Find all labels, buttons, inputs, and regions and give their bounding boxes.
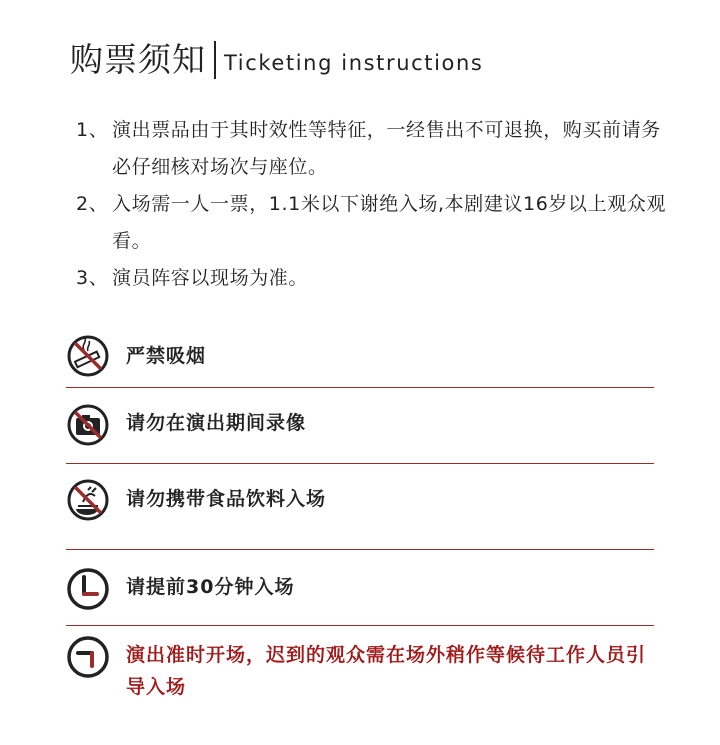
rule-text: 请勿携带食品饮料入场 <box>126 488 327 510</box>
rule-divider <box>66 549 654 550</box>
note-item <box>76 186 676 260</box>
clock-icon <box>66 567 110 611</box>
no-camera-icon <box>66 403 110 447</box>
rule-text: 严禁吸烟 <box>126 345 207 367</box>
page-title: 购票须知 <box>70 40 206 79</box>
rule-text: 请提前30分钟入场 <box>126 576 295 598</box>
clock-icon <box>66 635 110 679</box>
rule-text: 请勿在演出期间录像 <box>126 412 307 434</box>
note-text: 入场需一人一票，1.1米以下谢绝入场,本剧建议16岁以上观众观看。 <box>112 193 667 252</box>
note-text: 演员阵容以现场为准。 <box>112 267 309 289</box>
no-food-drink-icon <box>66 478 110 522</box>
rule-warning-text: 演出准时开场，迟到的观众需在场外稍作等候待工作人员引导入场 <box>126 644 647 698</box>
note-text: 演出票品由于其时效性等特征，一经售出不可退换，购买前请务必仔细核对场次与座位。 <box>112 119 661 178</box>
title-divider <box>214 41 216 79</box>
note-number: 3、 <box>76 267 109 289</box>
page-subtitle: Ticketing instructions <box>224 51 484 75</box>
note-number: 1、 <box>76 119 109 141</box>
rule-divider <box>66 463 654 464</box>
no-smoking-icon <box>66 334 110 378</box>
notes-list <box>76 112 676 297</box>
rule-divider <box>66 387 654 388</box>
page-header <box>70 40 483 80</box>
note-item <box>76 112 676 186</box>
note-number: 2、 <box>76 193 109 215</box>
note-item <box>76 260 676 297</box>
rule-divider <box>66 625 654 626</box>
